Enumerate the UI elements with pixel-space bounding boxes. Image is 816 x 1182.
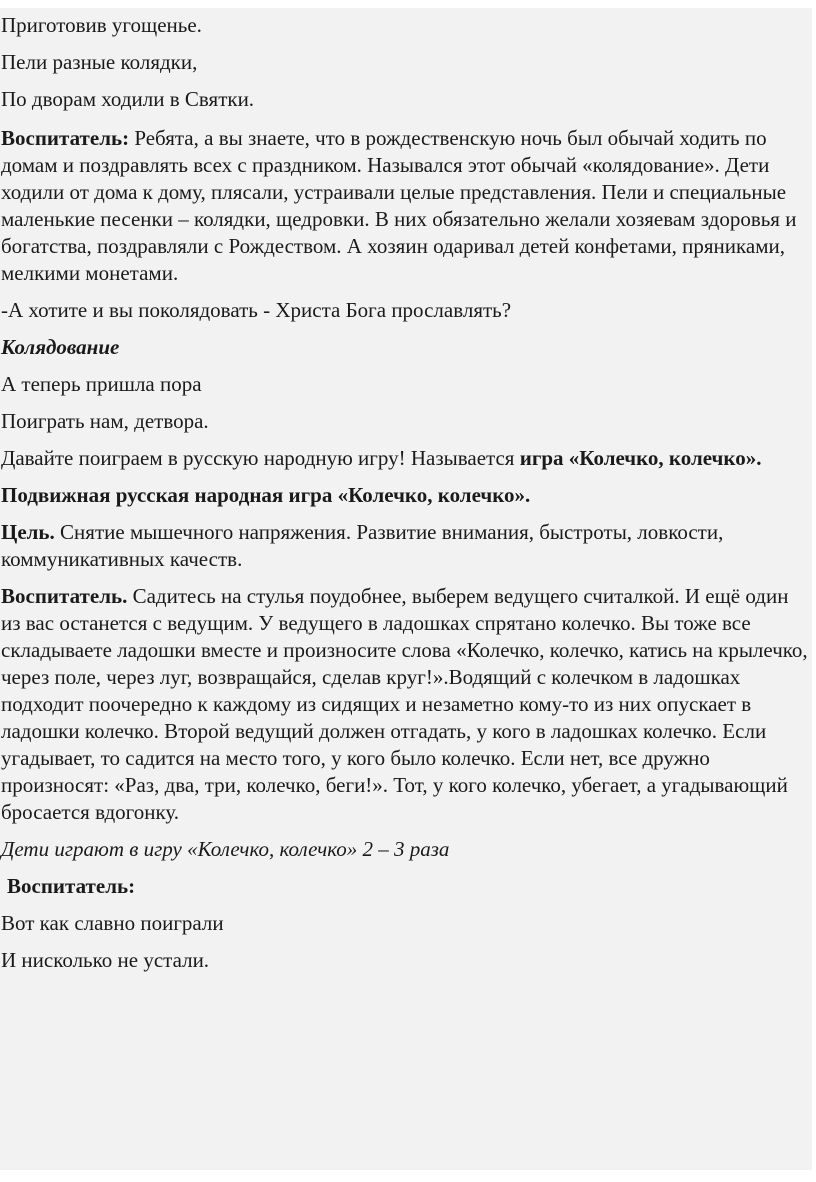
speaker-label: Воспитатель. — [1, 584, 128, 608]
stage-direction — [1, 836, 808, 863]
speaker-label: Воспитатель: — [7, 874, 136, 898]
poem-line-1: Приготовив угощенье. — [1, 13, 202, 37]
game-heading — [1, 482, 808, 509]
poem-line-5: Поиграть нам, детвора. — [1, 409, 209, 433]
paragraph-text: Снятие мышечного напряжения. Развитие внимания, быстроты, ловкости, коммуникативных качеств. — [1, 520, 724, 571]
speaker-label: Воспитатель: — [1, 126, 130, 150]
section-heading-koliadovanie — [1, 334, 808, 361]
question-line: -А хотите и вы поколядовать - Христа Бога прославлять? — [1, 298, 512, 322]
game-name: игра «Колечко, колечко». — [519, 446, 762, 470]
teacher-paragraph-2 — [1, 583, 808, 826]
stage-direction-text: Дети играют в игру «Колечко, колечко» 2 – 3 раза — [1, 837, 450, 861]
game-heading-text: Подвижная русская народная игра «Колечко, колечко». — [1, 483, 531, 507]
game-intro-paragraph — [1, 445, 808, 472]
paragraph-text: Садитесь на стулья поудобнее, выберем ведущего считалкой. И ещё один из вас останется с ведущим. У ведущего в ладошках спрятано колечко. Вы тоже все складываете ладошки вместе и произносите слова «Колечко, колечко, катись на крылечко, через поле, через луг, возвращайся, сделав круг!».Водящий с колечком в ладошках подходит поочередно к каждому из сидящих и незаметно кому-то из них опускает в ладошки колечко. Второй ведущий должен отгадать, у кого в ладошках колечко. Если угадывает, то садится на место того, у кого было колечко. Если нет, все дружно произносят: «Раз, два, три, колечко, беги!». Тот, у кого колечко, убегает, а угадывающий бросается вдогонку. — [1, 584, 808, 824]
poem-line-2: Пели разные колядки, — [1, 50, 198, 74]
speaker-line — [1, 873, 808, 900]
goal-paragraph — [1, 519, 808, 573]
goal-label: Цель. — [1, 520, 55, 544]
poem-line-3: По дворам ходили в Святки. — [1, 87, 255, 111]
poem-line-6: Вот как славно поиграли — [1, 911, 224, 935]
paragraph-text: Давайте поиграем в русскую народную игру! Называется — [1, 446, 520, 470]
poem-line-4: А теперь пришла пора — [1, 372, 202, 396]
poem-line-7: И нисколько не устали. — [1, 948, 210, 972]
teacher-paragraph-1 — [1, 125, 808, 287]
document-page — [0, 8, 812, 1170]
paragraph-text: Ребята, а вы знаете, что в рождественскую ночь был обычай ходить по домам и поздравлять всех с праздником. Назывался этот обычай «колядование». Дети ходили от дома к дому, плясали, устраивали целые представления. Пели и специальные маленькие песенки – колядки, щедровки. В них обязательно желали хозяевам здоровья и богатства, поздравляли с Рождеством. А хозяин одаривал детей конфетами, пряниками, мелкими монетами. — [1, 126, 797, 285]
section-heading-text: Колядование — [1, 335, 120, 359]
